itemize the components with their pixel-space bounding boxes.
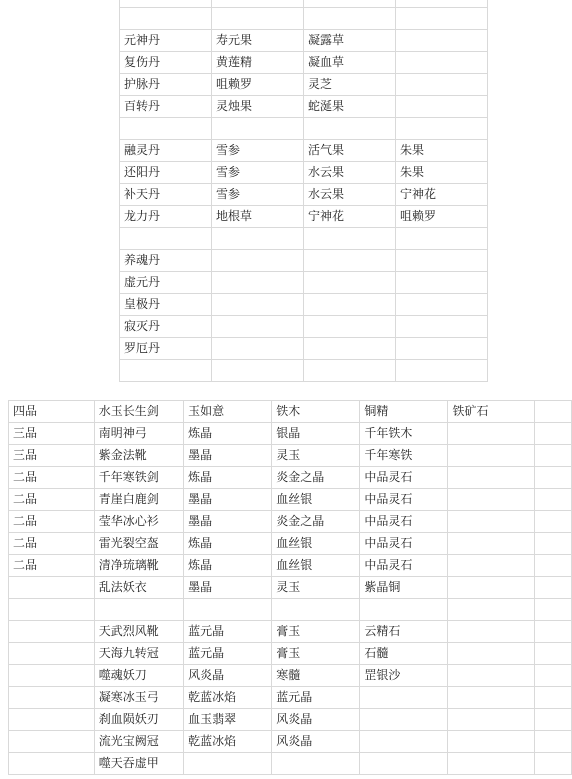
table-row [120,8,488,30]
table-cell[interactable]: 墨晶 [184,577,272,599]
table-cell[interactable]: 罗厄丹 [120,338,212,360]
table-cell[interactable]: 雷光裂空盔 [94,533,183,555]
table-cell[interactable] [448,423,535,445]
table-row [120,316,488,338]
table-cell[interactable] [396,338,488,360]
table-cell[interactable] [120,8,212,30]
table-cell[interactable] [212,0,304,8]
table-row [120,118,488,140]
table-cell[interactable]: 墨晶 [184,489,272,511]
table-cell[interactable] [535,731,572,753]
table-cell[interactable]: 水云果 [304,162,396,184]
table-cell[interactable]: 寿元果 [212,30,304,52]
table-cell[interactable] [212,338,304,360]
table-cell[interactable] [535,577,572,599]
table-cell[interactable] [212,316,304,338]
table-cell[interactable] [304,228,396,250]
table-cell[interactable] [396,118,488,140]
table-cell[interactable] [535,621,572,643]
table-cell[interactable]: 流光宝阙冠 [94,731,183,753]
table-cell[interactable] [448,753,535,775]
table-cell[interactable] [304,8,396,30]
table-cell[interactable] [396,360,488,382]
table-cell[interactable] [535,489,572,511]
table-cell[interactable]: 黄莲精 [212,52,304,74]
table-cell[interactable] [9,665,95,687]
table-cell[interactable] [9,753,95,775]
table-cell[interactable]: 水云果 [304,184,396,206]
table-cell[interactable] [304,272,396,294]
table-row [120,360,488,382]
table-cell[interactable]: 咀赖罗 [212,74,304,96]
table-cell[interactable] [272,753,360,775]
table-cell[interactable] [396,8,488,30]
table-cell[interactable] [535,665,572,687]
table-cell[interactable]: 朱果 [396,162,488,184]
table-cell[interactable]: 咀赖罗 [396,206,488,228]
table-cell[interactable] [212,360,304,382]
table-row [9,621,572,643]
table-cell[interactable] [304,250,396,272]
table-row [120,206,488,228]
table-cell[interactable]: 玉如意 [184,401,272,423]
table-cell[interactable]: 三品 [9,445,95,467]
table-row [120,0,488,8]
table-cell[interactable]: 墨晶 [184,511,272,533]
table-cell[interactable] [9,643,95,665]
table-cell[interactable]: 蓝元晶 [184,621,272,643]
table-cell[interactable] [396,250,488,272]
table-cell[interactable]: 天武烈风靴 [94,621,183,643]
top-table-body [120,0,488,382]
table-cell[interactable] [535,511,572,533]
table-cell[interactable]: 蛇涎果 [304,96,396,118]
table-cell[interactable] [360,687,448,709]
table-cell[interactable] [212,118,304,140]
table-row [120,338,488,360]
table-row [120,52,488,74]
table-cell[interactable]: 三品 [9,423,95,445]
table-row [120,272,488,294]
bottom-spreadsheet [8,400,572,775]
table-cell[interactable]: 炼晶 [184,555,272,577]
table-row [9,555,572,577]
table-cell[interactable]: 还阳丹 [120,162,212,184]
table-row [9,599,572,621]
table-cell[interactable]: 蓝元晶 [184,643,272,665]
table-row [9,687,572,709]
table-cell[interactable]: 龙力丹 [120,206,212,228]
table-row [120,294,488,316]
table-cell[interactable] [448,445,535,467]
table-cell[interactable]: 青崖白鹿剑 [94,489,183,511]
table-row [9,731,572,753]
table-cell[interactable]: 雪参 [212,162,304,184]
table-cell[interactable] [535,709,572,731]
table-row [9,643,572,665]
table-cell[interactable]: 铁矿石 [448,401,535,423]
table-cell[interactable]: 血丝银 [272,533,360,555]
table-row [120,30,488,52]
table-cell[interactable]: 中品灵石 [360,511,448,533]
table-cell[interactable]: 宁神花 [396,184,488,206]
table-cell[interactable] [448,687,535,709]
table-cell[interactable]: 宁神花 [304,206,396,228]
table-cell[interactable]: 血丝银 [272,555,360,577]
table-cell[interactable]: 炎金之晶 [272,511,360,533]
table-cell[interactable]: 凝血草 [304,52,396,74]
table-cell[interactable]: 中品灵石 [360,533,448,555]
table-row [9,533,572,555]
table-cell[interactable]: 百转丹 [120,96,212,118]
table-cell[interactable] [535,555,572,577]
table-row [120,96,488,118]
table-cell[interactable]: 千年寒铁剑 [94,467,183,489]
table-cell[interactable]: 千年寒铁 [360,445,448,467]
table-cell[interactable] [448,555,535,577]
table-cell[interactable] [448,621,535,643]
table-cell[interactable]: 灵玉 [272,577,360,599]
table-cell[interactable] [120,228,212,250]
table-cell[interactable]: 风炎晶 [272,709,360,731]
table-cell[interactable] [212,228,304,250]
table-cell[interactable]: 罡银沙 [360,665,448,687]
table-cell[interactable]: 血丝银 [272,489,360,511]
table-cell[interactable] [360,753,448,775]
table-cell[interactable] [396,294,488,316]
table-cell[interactable]: 地根草 [212,206,304,228]
table-row [120,228,488,250]
table-cell[interactable] [396,272,488,294]
table-cell[interactable] [360,709,448,731]
table-cell[interactable]: 炼晶 [184,467,272,489]
table-cell[interactable]: 二品 [9,489,95,511]
table-cell[interactable]: 补天丹 [120,184,212,206]
table-cell[interactable] [535,533,572,555]
table-cell[interactable]: 二品 [9,511,95,533]
table-cell[interactable] [9,599,95,621]
table-cell[interactable]: 铜精 [360,401,448,423]
table-cell[interactable] [304,316,396,338]
table-cell[interactable]: 紫金法靴 [94,445,183,467]
table-cell[interactable]: 紫晶铜 [360,577,448,599]
table-cell[interactable] [272,599,360,621]
table-cell[interactable] [535,753,572,775]
table-row [120,162,488,184]
table-cell[interactable] [212,294,304,316]
table-cell[interactable]: 风炎晶 [272,731,360,753]
table-cell[interactable] [212,272,304,294]
table-cell[interactable]: 二品 [9,467,95,489]
table-cell[interactable] [448,709,535,731]
table-cell[interactable]: 二品 [9,555,95,577]
table-cell[interactable]: 雪参 [212,140,304,162]
table-cell[interactable]: 炼晶 [184,423,272,445]
table-cell[interactable] [9,709,95,731]
table-cell[interactable]: 银晶 [272,423,360,445]
table-cell[interactable] [448,643,535,665]
table-cell[interactable] [448,511,535,533]
table-row [120,140,488,162]
table-cell[interactable] [9,621,95,643]
table-cell[interactable]: 炎金之晶 [272,467,360,489]
table-cell[interactable]: 朱果 [396,140,488,162]
table-cell[interactable] [396,0,488,8]
table-cell[interactable] [94,599,183,621]
table-cell[interactable] [396,316,488,338]
table-cell[interactable] [120,0,212,8]
table-row [9,511,572,533]
table-row [9,423,572,445]
table-row [120,184,488,206]
table-cell[interactable] [360,599,448,621]
table-cell[interactable]: 血玉翡翠 [184,709,272,731]
table-cell[interactable]: 云精石 [360,621,448,643]
table-cell[interactable] [304,360,396,382]
table-cell[interactable] [396,96,488,118]
table-cell[interactable] [9,687,95,709]
table-cell[interactable]: 石髓 [360,643,448,665]
table-cell[interactable]: 墨晶 [184,445,272,467]
table-cell[interactable]: 莹华冰心衫 [94,511,183,533]
table-cell[interactable] [396,30,488,52]
table-cell[interactable]: 乾蓝冰焰 [184,687,272,709]
table-cell[interactable]: 雪参 [212,184,304,206]
table-cell[interactable]: 炼晶 [184,533,272,555]
table-cell[interactable]: 复伤丹 [120,52,212,74]
table-cell[interactable]: 噬天吞虚甲 [94,753,183,775]
table-cell[interactable] [535,401,572,423]
table-cell[interactable] [448,577,535,599]
table-cell[interactable] [448,599,535,621]
table-cell[interactable] [9,731,95,753]
table-cell[interactable]: 天海九转冠 [94,643,183,665]
table-cell[interactable]: 噬魂妖刀 [94,665,183,687]
table-cell[interactable]: 灵玉 [272,445,360,467]
table-cell[interactable] [304,294,396,316]
table-cell[interactable]: 膏玉 [272,621,360,643]
table-cell[interactable]: 乾蓝冰焰 [184,731,272,753]
table-cell[interactable]: 风炎晶 [184,665,272,687]
table-cell[interactable] [304,0,396,8]
table-cell[interactable] [396,52,488,74]
table-cell[interactable] [120,360,212,382]
table-cell[interactable]: 寂灭丹 [120,316,212,338]
top-spreadsheet [119,0,488,382]
table-cell[interactable] [448,467,535,489]
table-row [9,467,572,489]
table-cell[interactable]: 蓝元晶 [272,687,360,709]
table-cell[interactable] [212,250,304,272]
table-cell[interactable] [448,665,535,687]
table-cell[interactable]: 铁木 [272,401,360,423]
table-cell[interactable] [360,731,448,753]
table-row [120,250,488,272]
table-cell[interactable]: 皇极丹 [120,294,212,316]
table-cell[interactable]: 灵烛果 [212,96,304,118]
table-cell[interactable]: 元神丹 [120,30,212,52]
bottom-table-body [9,401,572,775]
table-cell[interactable] [535,467,572,489]
table-row [9,489,572,511]
table-row [9,709,572,731]
table-cell[interactable] [535,643,572,665]
table-cell[interactable]: 养魂丹 [120,250,212,272]
table-cell[interactable]: 虚元丹 [120,272,212,294]
table-cell[interactable]: 清净琉璃靴 [94,555,183,577]
table-cell[interactable] [448,489,535,511]
table-cell[interactable] [304,118,396,140]
table-row [9,753,572,775]
table-cell[interactable]: 凝露草 [304,30,396,52]
table-cell[interactable] [396,74,488,96]
table-cell[interactable]: 膏玉 [272,643,360,665]
table-cell[interactable]: 水玉长生剑 [94,401,183,423]
table-cell[interactable]: 四品 [9,401,95,423]
table-cell[interactable] [535,423,572,445]
table-cell[interactable] [184,599,272,621]
table-row [120,74,488,96]
table-cell[interactable] [304,338,396,360]
table-cell[interactable] [535,599,572,621]
table-cell[interactable]: 活气果 [304,140,396,162]
table-cell[interactable]: 中品灵石 [360,555,448,577]
table-cell[interactable] [120,118,212,140]
table-cell[interactable] [535,445,572,467]
table-cell[interactable] [396,228,488,250]
table-cell[interactable]: 乱法妖衣 [94,577,183,599]
table-cell[interactable] [535,687,572,709]
table-cell[interactable]: 千年铁木 [360,423,448,445]
table-cell[interactable]: 凝寒冰玉弓 [94,687,183,709]
table-cell[interactable]: 刹血陨妖刃 [94,709,183,731]
table-row [9,445,572,467]
table-cell[interactable]: 二品 [9,533,95,555]
table-cell[interactable] [448,731,535,753]
table-cell[interactable]: 寒髓 [272,665,360,687]
table-cell[interactable]: 融灵丹 [120,140,212,162]
table-cell[interactable]: 中品灵石 [360,467,448,489]
table-cell[interactable] [184,753,272,775]
table-row [9,577,572,599]
table-cell[interactable] [9,577,95,599]
table-row [9,401,572,423]
table-cell[interactable]: 中品灵石 [360,489,448,511]
table-cell[interactable]: 护脉丹 [120,74,212,96]
table-cell[interactable] [212,8,304,30]
table-row [9,665,572,687]
table-cell[interactable] [448,533,535,555]
table-cell[interactable]: 灵芝 [304,74,396,96]
table-cell[interactable]: 南明神弓 [94,423,183,445]
